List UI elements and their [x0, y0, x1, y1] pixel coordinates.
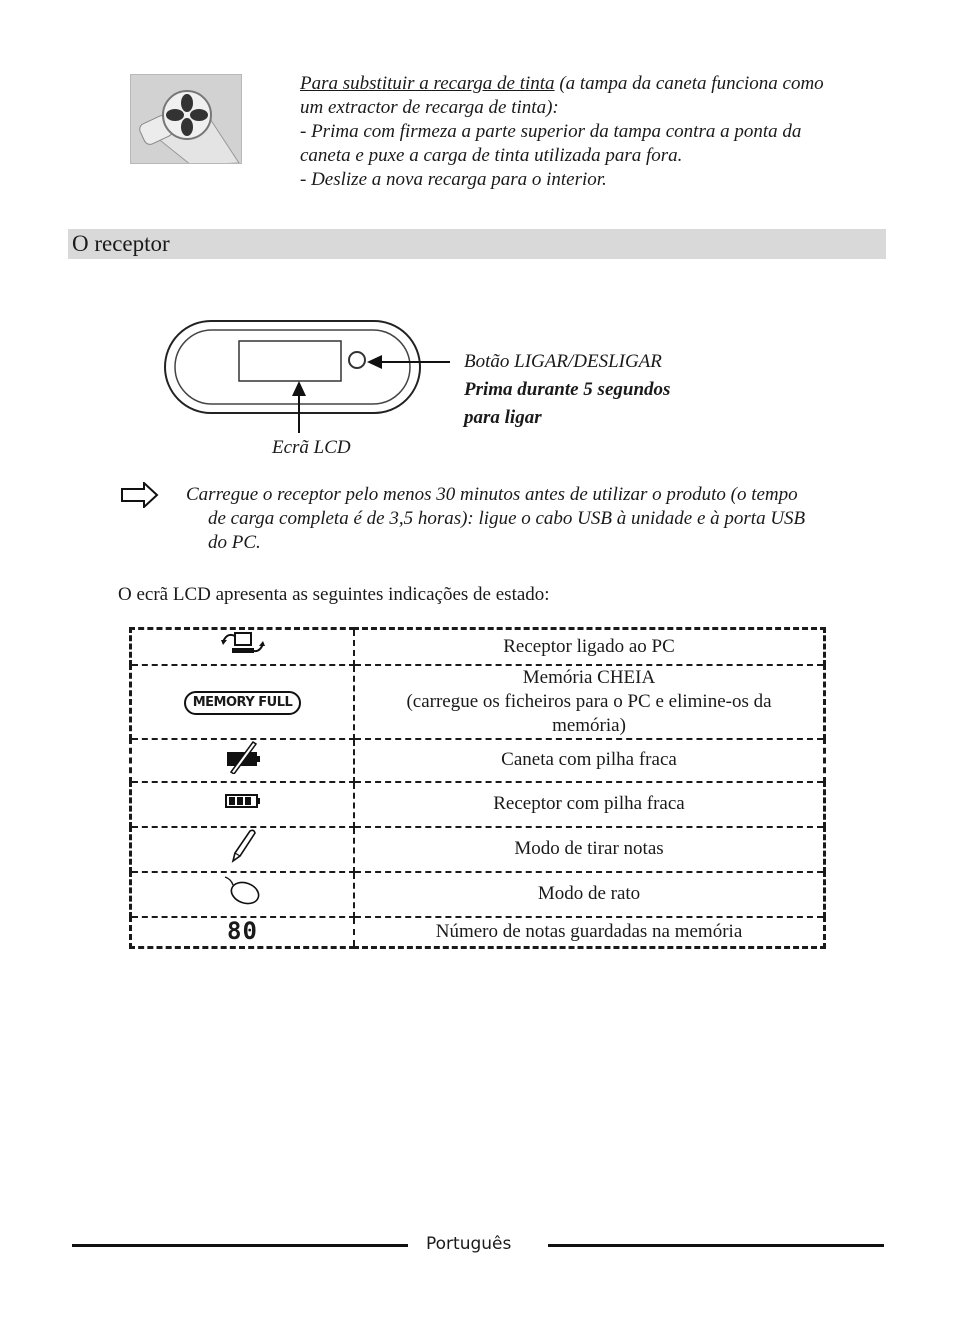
lcd-label: Ecrã LCD: [272, 437, 351, 458]
status-intro: O ecrã LCD apresenta as seguintes indicações de estado:: [118, 584, 550, 605]
status-text: Caneta com pilha fraca: [354, 739, 825, 782]
table-row: [131, 739, 825, 782]
battery-icon: [225, 793, 261, 809]
table-row: [131, 827, 825, 872]
table-row: [131, 872, 825, 917]
digits-icon: 80: [227, 916, 258, 945]
status-table: [129, 627, 826, 949]
memory-full-icon: MEMORY FULL: [184, 691, 302, 715]
status-text: Receptor ligado ao PC: [354, 629, 825, 665]
status-text: Modo de rato: [354, 872, 825, 917]
mouse-icon: [223, 875, 263, 907]
footer-rule-left: [72, 1244, 408, 1247]
power-button-label: Botão LIGAR/DESLIGAR Prima durante 5 segundos para ligar: [464, 351, 671, 428]
pen-cap-image: [130, 74, 242, 164]
table-row: [131, 665, 825, 739]
note-arrow-icon: [120, 482, 160, 508]
status-text: Número de notas guardadas na memória: [354, 917, 825, 948]
status-text: Modo de tirar notas: [354, 827, 825, 872]
footer-rule-right: [548, 1244, 884, 1247]
section-heading: O receptor: [68, 229, 886, 259]
charging-note: Carregue o receptor pelo menos 30 minutos antes de utilizar o produto (o tempo de carga completa é de 3,5 horas): ligue o cabo USB à unidade e à porta USB do PC.: [186, 484, 806, 553]
table-row: [131, 629, 825, 665]
pen-low-battery-icon: [223, 740, 263, 774]
table-row: [131, 917, 825, 948]
pc-connected-icon: [219, 630, 267, 656]
footer-language: Português: [426, 1234, 512, 1254]
refill-instructions: Para substituir a recarga de tinta (a tampa da caneta funciona como um extractor de recarga de tinta): - Prima com firmeza a parte superior da tampa contra a ponta da caneta e puxe a carga de tinta utilizada para fora. - Deslize a nova recarga para o interior.: [300, 73, 824, 190]
pen-icon: [228, 828, 258, 864]
status-text: Memória CHEIA (carregue os ficheiros para o PC e elimine-os da memória): [354, 665, 825, 739]
refill-heading: Para substituir a recarga de tinta: [300, 73, 555, 94]
table-row: [131, 782, 825, 827]
status-text: Receptor com pilha fraca: [354, 782, 825, 827]
